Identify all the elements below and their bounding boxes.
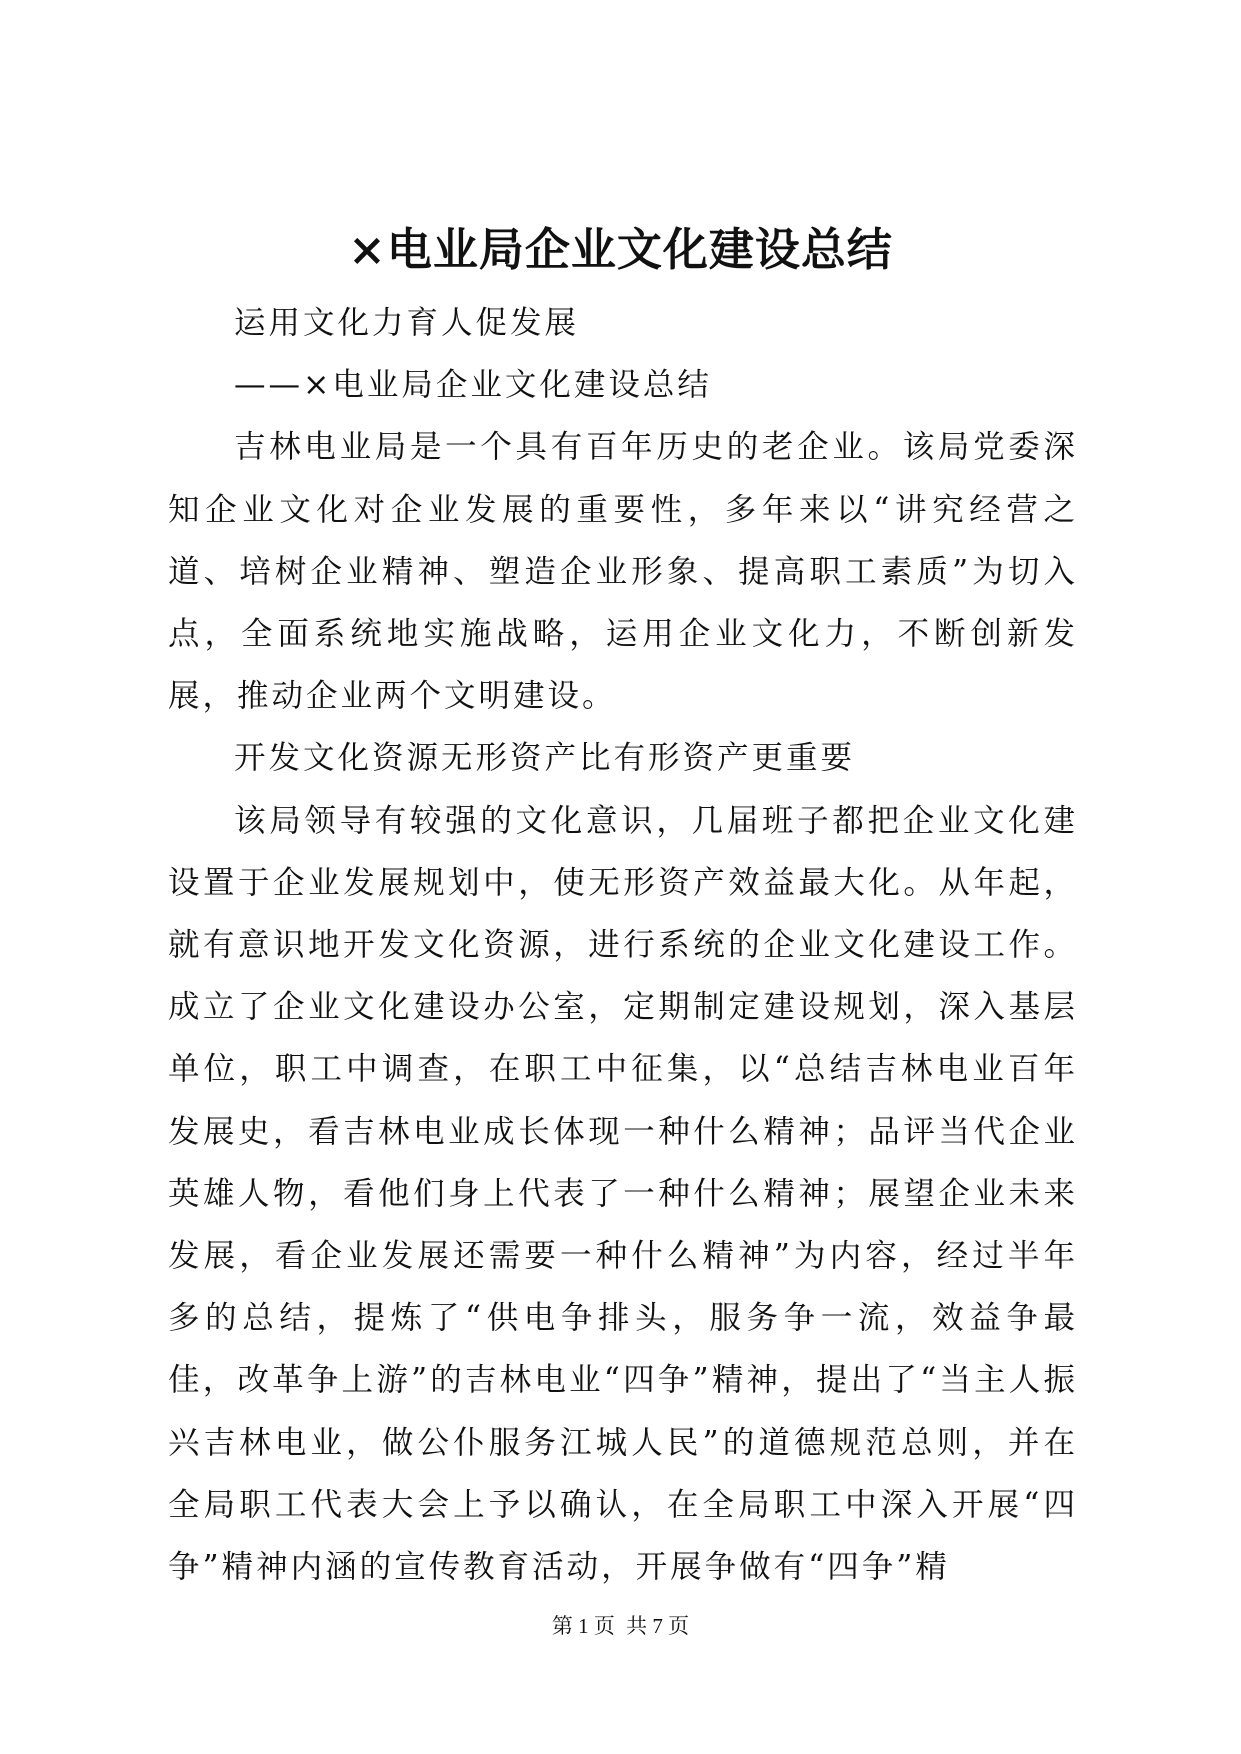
page-number: 第 1 页 (551, 1614, 615, 1638)
body-paragraph: 吉林电业局是一个具有百年历史的老企业。该局党委深知企业文化对企业发展的重要性，多年来以“讲究经营之道、培树企业精神、塑造企业形象、提高职工素质”为切入点，全面系统地实施战略，运用企业文化力，不断创新发展，推动企业两个文明建设。 (168, 429, 1078, 715)
body-paragraph: 该局领导有较强的文化意识，几届班子都把企业文化建设置于企业发展规划中，使无形资产效益最大化。从年起，就有意识地开发文化资源，进行系统的企业文化建设工作。成立了企业文化建设办公室，定期制定建设规划，深入基层单位，职工中调查，在职工中征集，以“总结吉林电业百年发展史，看吉林电业成长体现一种什么精神；品评当代企业英雄人物，看他们身上代表了一种什么精神；展望企业未来发展，看企业发展还需要一种什么精神”为内容，经过半年多的总结，提炼了“供电争排头，服务争一流，效益争最佳，改革争上游”的吉林电业“四争”精神，提出了“当主人振兴吉林电业，做公仆服务江城人民”的道德规范总则，并在全局职工代表大会上予以确认，在全局职工中深入开展“四争”精神内涵的宣传教育活动，开展争做有“四争”精 (168, 802, 1078, 1586)
section-heading: 开发文化资源无形资产比有形资产更重要 (234, 740, 856, 777)
document-title: ×电业局企业文化建设总结 (348, 223, 893, 276)
page-footer (0, 1611, 1241, 1641)
subtitle: 运用文化力育人促发展 (234, 305, 580, 341)
page-total: 共 7 页 (626, 1614, 690, 1638)
document-body (168, 292, 1078, 1598)
subtitle-dash-line: ——×电业局企业文化建设总结 (234, 367, 712, 404)
